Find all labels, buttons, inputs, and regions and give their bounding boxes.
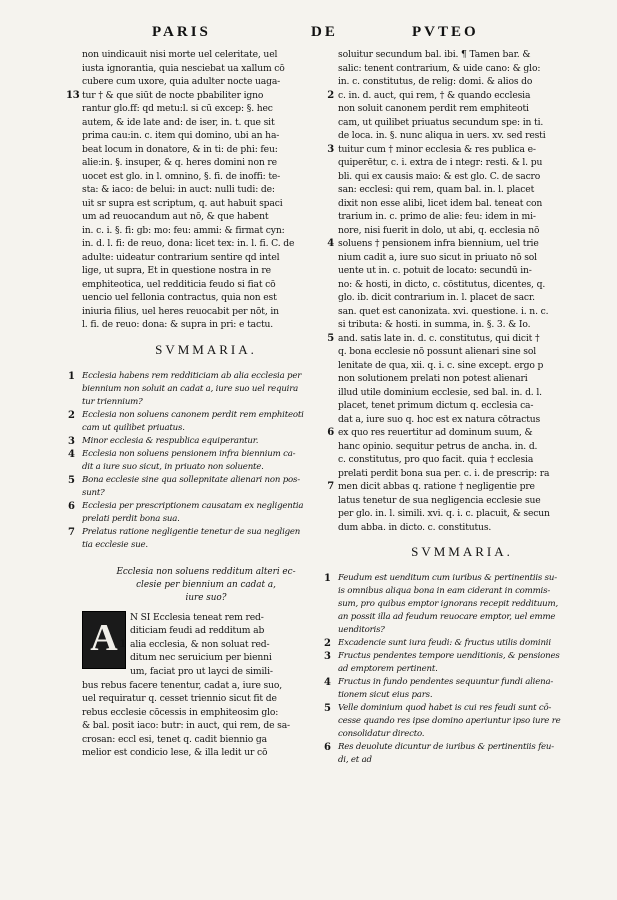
initial-margin-number: 1 xyxy=(119,638,126,650)
body-line: & bal. posit iaco: butr: in auct, qui rem, de sa- xyxy=(82,720,290,731)
left-line-text: adulte: uideatur contrarium sentire qd intel xyxy=(82,251,280,263)
left-commentary xyxy=(66,48,330,332)
body-line: melior est condicio lese, & illa ledit ur cō xyxy=(82,747,268,758)
right-summaria-number: 6 xyxy=(324,742,331,753)
left-summaria-line: dit a iure suo sicut, in priuato non soluente. xyxy=(82,461,264,472)
right-summaria-line: uenditoris? xyxy=(338,625,385,635)
initial-line-text: alia ecclesia, & non soluat red- xyxy=(130,638,270,650)
rubric-line: iure suo? xyxy=(185,592,227,603)
left-line xyxy=(82,116,330,130)
left-line xyxy=(82,183,330,197)
right-summaria-item xyxy=(324,650,586,676)
right-summaria-line: sum, pro quibus emptor ignorans recepit reddituum, xyxy=(338,599,558,609)
left-line xyxy=(82,237,330,251)
left-summaria-title: SVMMARIA. xyxy=(155,341,257,357)
right-summaria-line: 3 Fructus pendentes tempore uenditionis, & pensiones xyxy=(324,651,560,662)
right-line xyxy=(338,170,586,184)
right-line-text: lenitate de qua, xii. q. i. c. sine except. ergo p xyxy=(338,359,544,371)
right-line xyxy=(327,332,586,346)
right-line xyxy=(338,278,586,292)
left-line xyxy=(82,143,330,157)
right-summaria-item xyxy=(324,572,586,637)
right-line-text: men dicit abbas q. ratione † negligentie pre xyxy=(338,481,535,492)
initial-line-text: ditum nec seruicium per bienni xyxy=(130,652,272,663)
left-margin-number: 13 xyxy=(66,89,80,101)
rubric-line: clesie per biennium an cadat a, xyxy=(136,579,276,590)
right-line xyxy=(338,62,586,76)
initial-line xyxy=(130,624,330,638)
right-line-text: dum abba. in dicto. c. constitutus. xyxy=(338,521,492,533)
left-line-text: iusta ignorantia, quia nesciebat ua xallum cō xyxy=(82,62,285,74)
left-line xyxy=(82,156,330,170)
left-line-text: rantur glo.ff: qd metu:l. si cū excep: §. hec xyxy=(82,103,273,114)
right-line-text: and. satis late in. d. c. constitutus, qui dicit † xyxy=(338,332,540,344)
right-line xyxy=(338,183,586,197)
right-line xyxy=(338,48,586,62)
left-line-text: alie:in. §. insuper, & q. heres domini non re xyxy=(82,157,277,168)
right-summaria-number: 4 xyxy=(324,677,331,688)
right-line xyxy=(338,440,586,454)
right-line-text: salic: tenent contrarium, & uide cano: & glo: xyxy=(338,62,541,74)
left-line-text: l. fi. de reuo: dona: & supra in pri: e tactu. xyxy=(82,319,274,330)
right-summaria-line: tionem sicut eius pars. xyxy=(338,690,433,700)
rubric xyxy=(82,566,330,605)
right-line-text: q. bona ecclesie nō possunt alienari sine sol xyxy=(338,346,537,357)
right-summaria-item xyxy=(324,637,586,650)
initial-line xyxy=(130,665,330,679)
left-summaria-list xyxy=(68,370,330,552)
right-margin-number: 7 xyxy=(327,481,334,492)
left-line-text: uit sr supra est scriptum, q. aut habuit spaci xyxy=(82,197,283,209)
right-line-text: cam, ut quilibet priuatus secundum spe: in ti. xyxy=(338,116,544,128)
left-summaria-item xyxy=(68,474,330,500)
right-summaria-line: is omnibus aliqua bona in eam ciderant in commis- xyxy=(338,586,551,596)
right-line-text: per glo. in. l. simili. xvi. q. i. c. placuit, & secun xyxy=(338,508,550,519)
initial-line-text: N SI Ecclesia teneat rem red- xyxy=(130,611,264,623)
left-line-text: uencio uel fellonia contractus, quia non est xyxy=(82,292,277,303)
left-line xyxy=(82,278,330,292)
left-line xyxy=(82,170,330,184)
right-summaria-number: 3 xyxy=(324,651,331,662)
running-header xyxy=(0,24,617,50)
right-margin-number: 6 xyxy=(327,427,334,438)
right-line-text: soluens † pensionem infra biennium, uel trie xyxy=(338,238,539,249)
left-summaria-item xyxy=(68,500,330,526)
right-line-text: c. in. d. auct, qui rem, † & quando ecclesia xyxy=(338,89,531,101)
left-line-text: autem, & ide late and: de iser, in. t. que sit xyxy=(82,116,275,128)
left-summaria-number: 6 xyxy=(68,500,75,512)
right-line-text: bli. qui ex causis maio: & est glo. C. de sacro xyxy=(338,170,541,182)
right-line-text: dixit non esse alibi, licet idem bal. teneat con xyxy=(338,197,543,209)
right-line-text: uente ut in. c. potuit de locato: secundū in- xyxy=(338,265,532,276)
right-column xyxy=(324,48,586,870)
right-line-text: nium cadit a, iure suo sicut in priuato nō sol xyxy=(338,251,537,263)
left-summaria-number: 5 xyxy=(68,474,75,486)
left-line xyxy=(82,75,330,89)
right-line xyxy=(338,507,586,521)
right-line xyxy=(338,399,586,413)
left-summaria-line: prelati perdit bona sua. xyxy=(82,513,180,524)
right-line xyxy=(327,89,586,103)
left-line-text: in. c. i. §. fi: gb: mo: feu: ammi: & firmat cyn: xyxy=(82,224,285,236)
right-line-text: san. quet est canonizata. xvi. questione. i. n. c. xyxy=(338,305,549,317)
right-line xyxy=(338,224,586,238)
left-line xyxy=(82,264,330,278)
right-line-text: latus tenetur de sua negligencia ecclesie sue xyxy=(338,494,541,506)
left-summaria-line: sunt? xyxy=(82,487,105,498)
right-line-text: dat a, iure suo q. hoc est ex natura cōtractus xyxy=(338,413,541,425)
initial-line-text: um, faciat pro ut layci de simili- xyxy=(130,665,273,677)
right-commentary xyxy=(327,48,586,534)
left-line xyxy=(82,129,330,143)
body-line: uel requiratur q. cesset triennio sicut fit de xyxy=(82,693,277,704)
right-summaria-item xyxy=(324,702,586,741)
right-line xyxy=(338,318,586,332)
right-summaria-line: cesse quando res ipse domino aperiuntur ipso iure re xyxy=(338,716,561,726)
right-line-text: no: & hosti, in dicto, c. cōstitutus, dicentes, q. xyxy=(338,278,546,290)
right-line-text: in. c. constitutus, de relig: domi. & alios do xyxy=(338,76,533,87)
left-summaria-line: 6 Ecclesia per prescriptionem causatam ex negligentia xyxy=(68,500,304,512)
left-line-text: non uindicauit nisi morte uel celeritate, uel xyxy=(82,49,278,60)
left-line xyxy=(82,305,330,319)
right-line xyxy=(338,494,586,508)
left-line xyxy=(82,291,330,305)
right-line-text: si tributa: & hosti. in summa, in. §. 3. & Io. xyxy=(338,319,531,330)
left-summaria-line: 4 Ecclesia non soluens pensionem infra biennium ca- xyxy=(68,448,296,460)
body-line: bus rebus facere tenentur, cadat a, iure suo, xyxy=(82,679,282,691)
initial-line-text: diticiam feudi ad redditum ab xyxy=(130,625,265,636)
right-line-text: illud utile dominium ecclesie, sed bal. in. d. l. xyxy=(338,386,542,398)
right-margin-number: 4 xyxy=(327,238,334,249)
right-line xyxy=(338,102,586,116)
right-line xyxy=(327,426,586,440)
initial-line xyxy=(130,611,330,625)
left-line xyxy=(82,48,330,62)
right-summaria-line: consolidatur directo. xyxy=(338,729,425,739)
left-line-text: emphiteotica, uel redditicia feudo si fiat cō xyxy=(82,278,276,290)
left-line-text: beat locum in donatore, & in ti: de phi: feu: xyxy=(82,143,278,155)
left-line xyxy=(82,62,330,76)
left-summaria-line: 7 Prelatus ratione negligentie tenetur de sua negligen xyxy=(68,526,301,538)
right-summaria-line: 6 Res deuolute dicuntur de iuribus & pertinentiis feu- xyxy=(324,742,554,753)
right-summaria-number: 5 xyxy=(324,703,331,714)
right-margin-number: 3 xyxy=(327,143,334,155)
right-summaria-line: 2 Excadencie sunt iura feudi: & fructus utilis dominii xyxy=(324,638,551,649)
right-line xyxy=(338,413,586,427)
right-line-text: c. constitutus, pro quo facit. quia † ecclesia xyxy=(338,454,534,465)
right-line xyxy=(338,251,586,265)
right-line-text: san: ecclesi: qui rem, quam bal. in. l. placet xyxy=(338,184,535,195)
right-line xyxy=(338,345,586,359)
right-line-text: non soluit canonem perdit rem emphiteoti xyxy=(338,103,529,114)
left-line xyxy=(82,210,330,224)
right-summaria-number: 2 xyxy=(324,638,331,649)
right-summaria-line: 5 Velle dominium quod habet is cui res feudi sunt cō- xyxy=(324,703,552,714)
left-summaria-line: cam ut quilibet priuatus. xyxy=(82,422,185,433)
right-line-text: de loca. in. §. nunc aliqua in uers. xv. sed resti xyxy=(338,130,546,141)
right-line xyxy=(338,156,586,170)
right-line-text: soluitur secundum bal. ibi. ¶ Tamen bar. & xyxy=(338,49,531,60)
right-line xyxy=(338,467,586,481)
right-line xyxy=(338,210,586,224)
initial-line xyxy=(130,651,330,665)
left-summaria-line: 1 Ecclesia habens rem redditiciam ab alia ecclesia per xyxy=(68,370,302,382)
right-summaria-title: SVMMARIA. xyxy=(411,544,513,559)
left-summaria-item xyxy=(68,435,330,448)
left-line-text: uocet est glo. in l. omnino, §. fi. de inoffi: te- xyxy=(82,170,281,182)
right-line xyxy=(338,372,586,386)
left-line-text: um ad reuocandum aut nō, & que habent xyxy=(82,211,269,222)
right-summaria-line: 4 Fructus in fundo pendentes sequuntur fundi aliena- xyxy=(324,677,554,688)
right-summaria-line: an possit illa ad feudum reuocare emptor, uel emme xyxy=(338,612,556,622)
left-summaria-line: tia ecclesie sue. xyxy=(82,539,148,550)
right-line xyxy=(338,386,586,400)
right-line xyxy=(338,197,586,211)
left-summaria-line: 3 Minor ecclesia & respublica equiperantur. xyxy=(68,435,259,447)
right-summaria-list xyxy=(324,572,586,767)
left-line xyxy=(82,318,330,332)
left-summaria-line: 2 Ecclesia non soluens canonem perdit rem emphiteoti xyxy=(68,409,304,421)
left-body-text xyxy=(82,679,330,760)
right-line xyxy=(327,480,586,494)
right-line xyxy=(338,305,586,319)
left-summaria-item xyxy=(68,526,330,552)
left-summaria-item xyxy=(68,448,330,474)
right-line-text: trarium in. c. primo de alie: feu: idem in mi- xyxy=(338,211,536,222)
left-line-text: tur † & que siūt de nocte pbabiliter igno xyxy=(82,89,264,101)
body-line: rebus ecclesie cōcessis in emphiteosim glo: xyxy=(82,706,279,718)
right-summaria-line: di, et ad xyxy=(338,755,372,765)
left-summaria-line: 5 Bona ecclesie sine qua sollepnitate alienari non pos- xyxy=(68,474,300,486)
header-right: PVTEO xyxy=(412,24,479,40)
right-line-text: hanc opinio. sequitur petrus de ancha. in. d. xyxy=(338,440,538,452)
left-line xyxy=(82,251,330,265)
left-line xyxy=(82,102,330,116)
left-line-text: lige, ut supra, Et in questione nostra in re xyxy=(82,265,271,276)
right-margin-number: 5 xyxy=(327,332,334,344)
right-line-text: placet, tenet primum dictum q. ecclesia ca- xyxy=(338,400,534,411)
right-summaria-line: 1 Feudum est uenditum cum iuribus & pertinentiis su- xyxy=(324,573,557,584)
left-line-text: in. d. l. fi: de reuo, dona: licet tex: in. l. fi. C. de xyxy=(82,238,295,249)
left-summaria-number: 1 xyxy=(68,370,75,382)
left-line xyxy=(66,89,330,103)
left-line xyxy=(82,224,330,238)
left-summaria-number: 7 xyxy=(68,526,75,538)
right-line xyxy=(338,264,586,278)
right-line-text: non solutionem prelati non potest alienari xyxy=(338,373,528,384)
left-summaria-number: 4 xyxy=(68,448,75,460)
initial-line xyxy=(119,638,330,652)
left-summaria-line: biennium non soluit an cadat a, iure suo uel requira xyxy=(82,383,299,394)
right-line-text: prelati perdit bona sua per. c. i. de prescrip: ra xyxy=(338,467,550,479)
initial-letter: A xyxy=(90,616,118,659)
left-summaria-item xyxy=(68,370,330,409)
initial-text xyxy=(119,611,330,679)
left-summaria-line: tur triennium? xyxy=(82,396,143,407)
left-line-text: sta: & iaco: de belui: in auct: nulli tudi: de: xyxy=(82,184,275,195)
right-line xyxy=(338,291,586,305)
right-line-text: glo. ib. dicit contrarium in. l. placet de sacr. xyxy=(338,292,535,303)
initial-block xyxy=(82,611,330,679)
left-line-text: prima cau:in. c. item qui domino, ubi an ha- xyxy=(82,130,280,141)
left-summaria-number: 3 xyxy=(68,435,75,447)
left-line-text: cubere cum uxore, quia adulter nocte uaga- xyxy=(82,76,281,87)
right-line xyxy=(338,359,586,373)
right-summaria-item xyxy=(324,741,586,767)
right-summaria-number: 1 xyxy=(324,573,331,584)
right-line xyxy=(338,75,586,89)
right-margin-number: 2 xyxy=(327,89,334,101)
right-line xyxy=(327,143,586,157)
right-line-text: quiperētur, c. i. extra de i ntegr: resti. & l. pu xyxy=(338,157,543,168)
left-summaria-number: 2 xyxy=(68,409,75,421)
header-center: DE xyxy=(311,24,338,40)
left-line-text: iniuria filius, uel heres reuocabit per nōt, in xyxy=(82,305,279,317)
left-line xyxy=(82,197,330,211)
right-summaria-item xyxy=(324,676,586,702)
left-summaria-item xyxy=(68,409,330,435)
right-line xyxy=(338,453,586,467)
rubric-line: Ecclesia non soluens redditum alteri ec- xyxy=(116,566,296,577)
body-line: crosan: eccl esi, tenet q. cadit biennio ga xyxy=(82,733,267,745)
header-left: PARIS xyxy=(152,24,211,40)
right-line xyxy=(338,116,586,130)
right-line-text: ex quo res reuertitur ad dominum suum, & xyxy=(338,427,533,438)
right-line-text: nore, nisi fuerit in dolo, ut abi, q. ecclesia nō xyxy=(338,224,540,236)
left-column xyxy=(66,48,330,848)
right-line-text: tuitur cum † minor ecclesia & res publica e- xyxy=(338,143,536,155)
right-summaria-line: ad emptorem pertinent. xyxy=(338,664,438,674)
right-line xyxy=(327,237,586,251)
right-line xyxy=(338,129,586,143)
right-line xyxy=(338,521,586,535)
